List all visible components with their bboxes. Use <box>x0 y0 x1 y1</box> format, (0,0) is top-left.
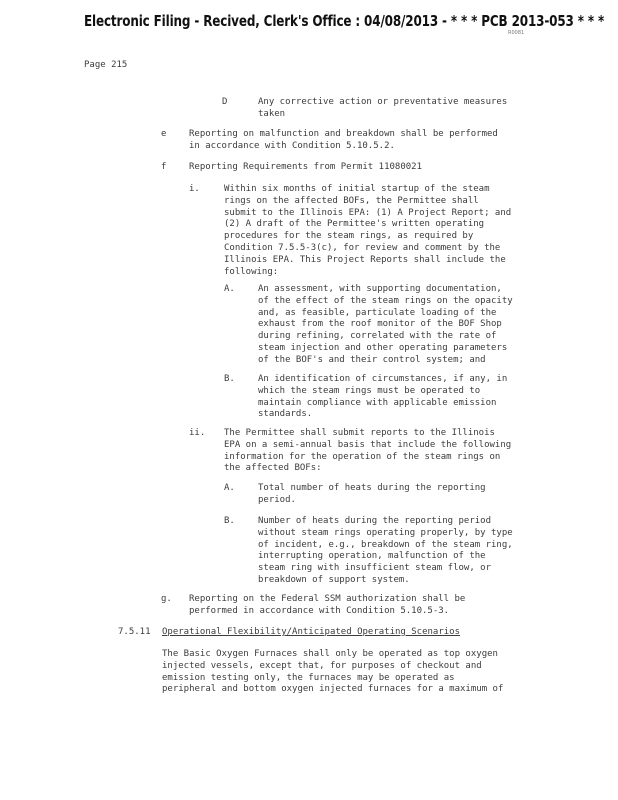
filing-stamp: R0081 <box>508 30 525 36</box>
item-i-label: i. <box>189 184 200 194</box>
item-i-a-label: A. <box>224 284 235 294</box>
item-i-a-text: An assessment, with supporting documentation, of the effect of the steam rings on the opacity and, as feasible, particulate loading of the exhaust from the roof monitor of the BOF Shop during refining, correlated with the rate of steam injection and other operating parameters of the BOF's and their control system; and <box>258 284 513 365</box>
item-e-text: Reporting on malfunction and breakdown shall be performed in accordance with Condition 5.10.5.2. <box>189 129 498 151</box>
item-ii-b-text: Number of heats during the reporting period without steam rings operating properly, by type of incident, e.g., breakdown of the steam ring, interrupting operation, malfunction of the steam ring with insufficient steam flow, or breakdown of support system. <box>258 516 513 585</box>
item-ii-b-label: B. <box>224 516 235 526</box>
item-e-label: e <box>161 129 167 139</box>
section-title: Operational Flexibility/Anticipated Operating Scenarios <box>162 627 461 637</box>
item-i-text: Within six months of initial startup of the steam rings on the affected BOFs, the Permittee shall submit to the Illinois EPA: (1) A Project Report; and (2) A draft of the Permittee's written operating procedures for the steam rings, as required by Condition 7.5.5-3(c), for review and comment by the Illinois EPA. This Project Reports shall include the following: <box>224 184 512 277</box>
item-ii-a-label: A. <box>224 483 235 493</box>
item-i-b-label: B. <box>224 374 235 384</box>
item-ii-a-text: Total number of heats during the reporting period. <box>258 483 486 505</box>
item-g-text: Reporting on the Federal SSM authorization shall be performed in accordance with Condition 5.10.5-3. <box>189 594 466 616</box>
item-f-label: f <box>161 162 167 172</box>
item-g-label: g. <box>161 594 172 604</box>
page-number: Page 215 <box>84 60 128 70</box>
item-ii-text: The Permittee shall submit reports to the Illinois EPA on a semi-annual basis that include the following information for the operation of the steam rings on the affected BOFs: <box>224 428 512 474</box>
item-d-label: D <box>222 97 228 107</box>
item-d-text: Any corrective action or preventative measures taken <box>258 97 508 119</box>
item-ii-label: ii. <box>189 428 206 438</box>
item-f-text: Reporting Requirements from Permit 11080021 <box>189 162 422 172</box>
electronic-filing-header: Electronic Filing - Recived, Clerk's Office : 04/08/2013 - * * * PCB 2013-053 * * * <box>84 12 605 30</box>
section-body-text: The Basic Oxygen Furnaces shall only be operated as top oxygen injected vessels, except that, for purposes of checkout and emission testing only, the furnaces may be operated as peripheral and bottom oxygen injected furnaces for a maximum of <box>162 649 504 695</box>
section-number: 7.5.11 <box>118 627 151 637</box>
item-i-b-text: An identification of circumstances, if any, in which the steam rings must be operated to maintain compliance with applicable emission standards. <box>258 374 508 420</box>
